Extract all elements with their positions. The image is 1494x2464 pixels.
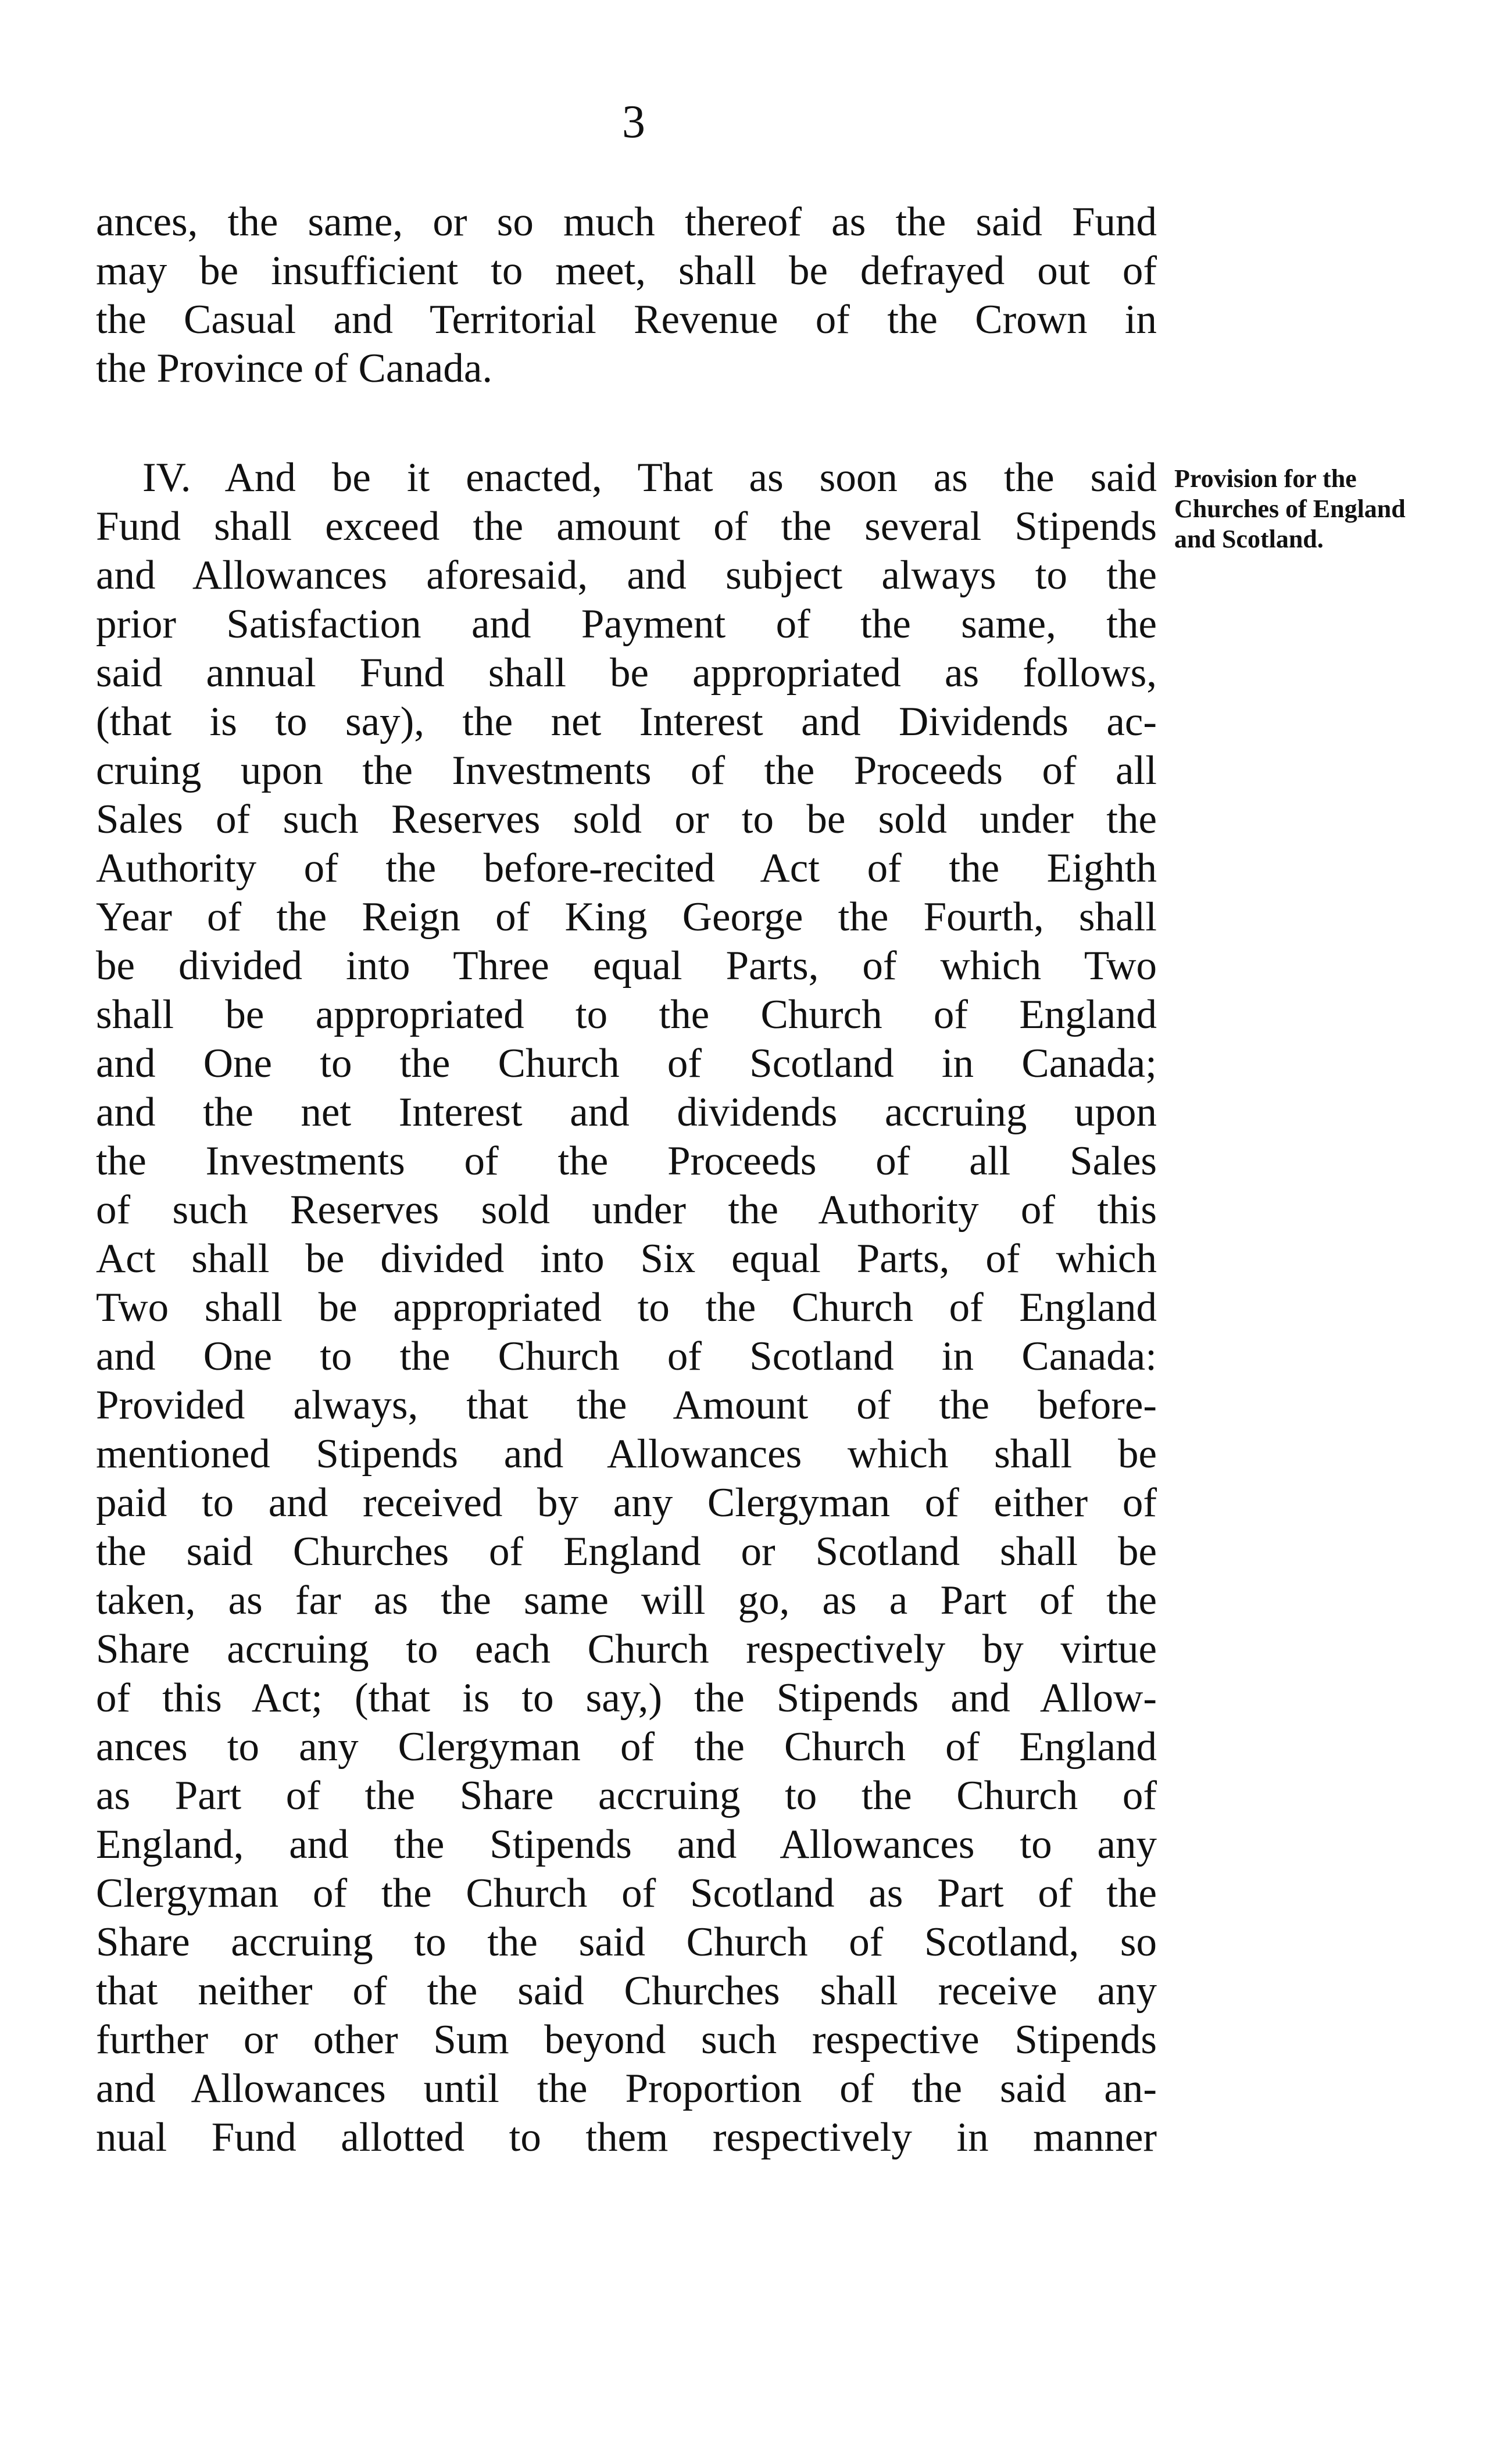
text-line: shall be appropriated to the Church of England [96,992,1157,1037]
marginal-note-line: Provision for the [1174,464,1357,493]
text-line: (that is to say), the net Interest and Dividends ac- [96,699,1157,744]
text-line: England, and the Stipends and Allowances to any [96,1822,1157,1867]
page-number: 3 [622,96,645,148]
text-line: and One to the Church of Scotland in Canada: [96,1334,1157,1379]
text-line: the Province of Canada. [96,346,493,391]
text-line: ances, the same, or so much thereof as the said Fund [96,199,1157,245]
marginal-note-line: and Scotland. [1174,525,1324,553]
marginal-note [1174,464,1477,554]
text-line: the said Churches of England or Scotland shall be [96,1529,1157,1574]
text-line: of this Act; (that is to say,) the Stipends and Allow- [96,1675,1157,1721]
text-line: Act shall be divided into Six equal Parts, of which [96,1236,1157,1281]
text-line: taken, as far as the same will go, as a Part of the [96,1578,1157,1623]
text-line: may be insufficient to meet, shall be defrayed out of [96,248,1157,293]
text-line: that neither of the said Churches shall receive any [96,1968,1157,2014]
text-line: ances to any Clergyman of the Church of England [96,1724,1157,1770]
text-line: IV. And be it enacted, That as soon as the said [142,455,1157,500]
text-line: nual Fund allotted to them respectively in manner [96,2115,1157,2160]
text-line: Fund shall exceed the amount of the several Stipends [96,504,1157,549]
text-line: cruing upon the Investments of the Proceeds of all [96,748,1157,793]
text-line: Share accruing to the said Church of Scotland, so [96,1919,1157,1965]
text-line: mentioned Stipends and Allowances which shall be [96,1431,1157,1477]
text-line: and Allowances aforesaid, and subject always to the [96,553,1157,598]
marginal-note-line: Churches of England [1174,495,1406,523]
text-line: and One to the Church of Scotland in Canada; [96,1041,1157,1086]
text-line: and Allowances until the Proportion of the said an- [96,2066,1157,2111]
text-line: prior Satisfaction and Payment of the same, the [96,601,1157,647]
section-iv-paragraph [96,453,1157,2162]
paragraph-continuation [96,198,1157,393]
text-line: paid to and received by any Clergyman of either of [96,1480,1157,1525]
text-line: as Part of the Share accruing to the Church of [96,1773,1157,1818]
text-line: be divided into Three equal Parts, of which Two [96,943,1157,989]
text-line: Share accruing to each Church respectively by virtue [96,1627,1157,1672]
text-line: Two shall be appropriated to the Church of England [96,1285,1157,1330]
text-line: Authority of the before-recited Act of the Eighth [96,846,1157,891]
text-line: further or other Sum beyond such respective Stipends [96,2017,1157,2062]
text-line: Provided always, that the Amount of the before- [96,1383,1157,1428]
text-line: the Investments of the Proceeds of all Sales [96,1138,1157,1184]
text-line: Year of the Reign of King George the Fourth, shall [96,894,1157,940]
text-line: said annual Fund shall be appropriated as follows, [96,650,1157,696]
text-line: of such Reserves sold under the Authority of this [96,1187,1157,1233]
text-line: Clergyman of the Church of Scotland as Part of the [96,1871,1157,1916]
text-line: and the net Interest and dividends accruing upon [96,1090,1157,1135]
text-line: the Casual and Territorial Revenue of the Crown in [96,297,1157,342]
text-line: Sales of such Reserves sold or to be sold under the [96,797,1157,842]
